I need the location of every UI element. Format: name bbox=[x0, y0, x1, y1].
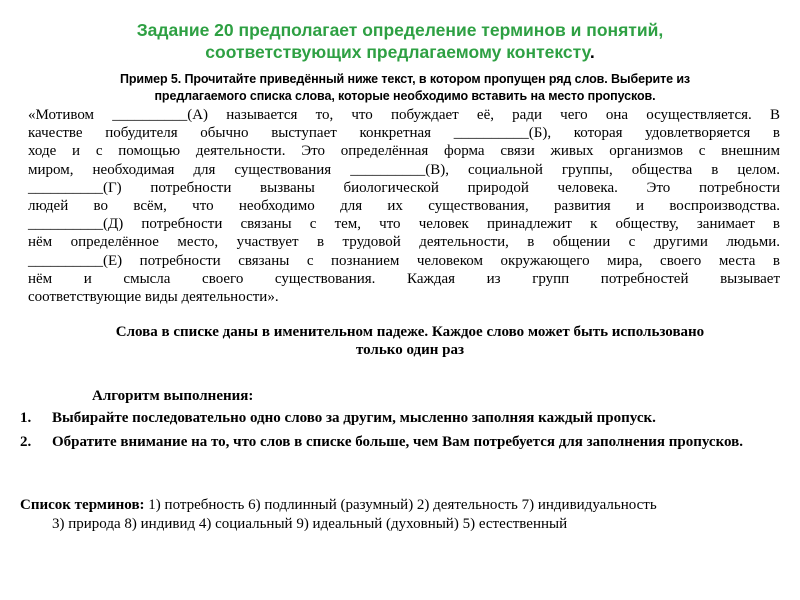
step-text: Выбирайте последовательно одно слово за другим, мысленно заполняя каждый пропуск. bbox=[52, 410, 656, 426]
terms-line-2: 3) природа 8) индивид 4) социальный 9) идеальный (духовный) 5) естественный bbox=[52, 516, 568, 532]
example-instruction bbox=[60, 71, 750, 105]
passage-line-2: качестве побудителя обычно выступает конкретная __________(Б), которая удовлетворяется в bbox=[28, 125, 780, 142]
passage-text bbox=[28, 106, 780, 306]
case-note bbox=[60, 323, 760, 359]
passage-line-4: миром, необходимая для существования __________(В), социальной группы, общества в целом. bbox=[28, 161, 780, 178]
passage-line-8: нём определённое место, участвует в трудовой деятельности, в общении с другими людьми. bbox=[28, 234, 780, 251]
example-line-2: предлагаемого списка слова, которые необходимо вставить на место пропусков. bbox=[154, 89, 656, 103]
algorithm-step bbox=[20, 409, 790, 427]
terms-line-1: 1) потребность 6) подлинный (разумный) 2) деятельность 7) индивидуальность bbox=[148, 497, 657, 513]
step-text: Обратите внимание на то, что слов в списке больше, чем Вам потребуется для заполнения пропусков. bbox=[52, 434, 744, 450]
step-number: 2. bbox=[20, 434, 32, 450]
example-line-1: Пример 5. Прочитайте приведённый ниже текст, в котором пропущен ряд слов. Выберите из bbox=[119, 72, 691, 86]
passage-line-7: __________(Д) потребности связаны с тем, что человек принадлежит к обществу, занимает в bbox=[28, 216, 780, 233]
passage-line-1: «Мотивом __________(А) называется то, что побуждает её, ради чего она осуществляется. В bbox=[28, 107, 780, 123]
algorithm-step bbox=[20, 433, 790, 451]
passage-line-6: людей во всём, что необходимо для их существования, развития и воспроизводства. bbox=[28, 198, 780, 215]
title-line-2 bbox=[60, 41, 740, 63]
passage-line-9: __________(Е) потребности связаны с познанием человеком окружающего мира, своего места в bbox=[28, 252, 780, 269]
note-line-1: Слова в списке даны в именительном падеже. Каждое слово может быть использовано bbox=[115, 324, 705, 340]
algorithm-title: Алгоритм выполнения: bbox=[92, 388, 254, 404]
slide-title bbox=[60, 19, 740, 63]
title-line-2-text: соответствующих предлагаемому контексту bbox=[205, 42, 590, 62]
step-number: 1. bbox=[20, 410, 32, 426]
algorithm-steps bbox=[20, 409, 790, 451]
passage-line-11: соответствующие виды деятельности». bbox=[28, 289, 279, 306]
passage-line-3: ходе и с помощью деятельности. Это определённая форма связи живых организмов с внешним bbox=[28, 143, 780, 160]
title-dot: . bbox=[589, 42, 595, 62]
passage-line-10: нём и смысла своего существования. Каждая из групп потребностей вызывает bbox=[28, 270, 780, 287]
terms-list bbox=[20, 496, 790, 534]
passage-line-5: __________(Г) потребности вызваны биологической природой человека. Это потребности bbox=[28, 179, 780, 196]
terms-label: Список терминов: bbox=[20, 497, 145, 513]
note-line-2: только один раз bbox=[355, 342, 465, 358]
title-line-1: Задание 20 предполагает определение терминов и понятий, bbox=[136, 20, 664, 40]
